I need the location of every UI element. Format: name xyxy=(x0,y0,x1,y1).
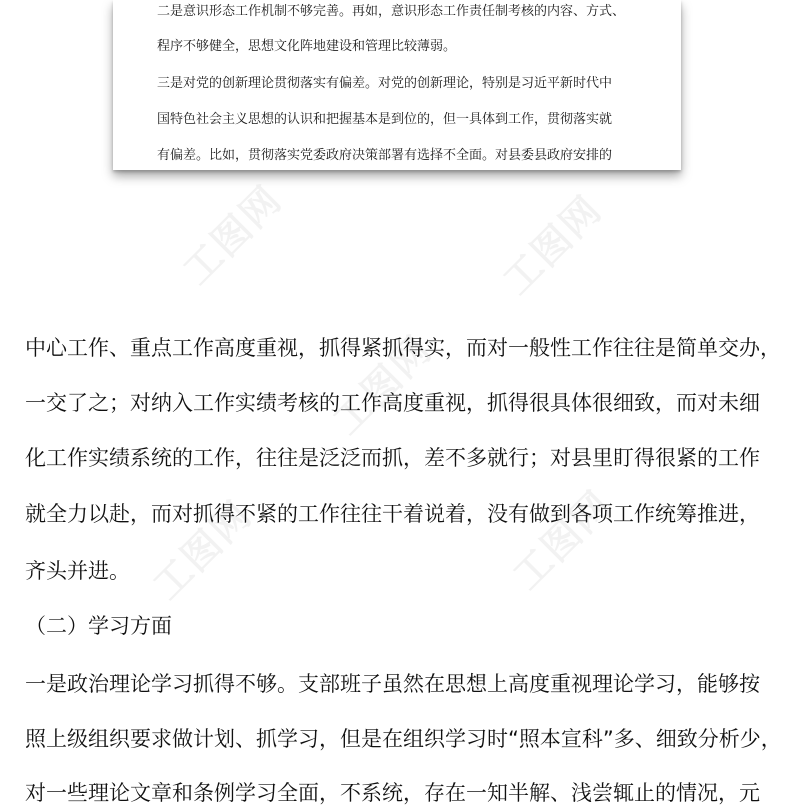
document-preview-card xyxy=(113,0,681,170)
preview-line: 程序不够健全，思想文化阵地建设和管理比较薄弱。 xyxy=(157,39,457,54)
body-paragraph-line: 化工作实绩系统的工作，往往是泛泛而抓，差不多就行；对县里盯得很紧的工作 xyxy=(25,446,760,470)
preview-line: 国特色社会主义思想的认识和把握基本是到位的，但一具体到工作，贯彻落实就 xyxy=(157,112,613,127)
section-heading: （二）学习方面 xyxy=(25,614,172,638)
watermark: 工图网 xyxy=(324,326,441,443)
watermark: 工图网 xyxy=(174,176,291,293)
body-paragraph-line: 一交了之；对纳入工作实绩考核的工作高度重视，抓得很具体很细致，而对未细 xyxy=(25,391,760,415)
body-paragraph-line: 照上级组织要求做计划、抓学习，但是在组织学习时“照本宣科”多、细致分析少， xyxy=(25,727,782,751)
body-paragraph-line: 一是政治理论学习抓得不够。支部班子虽然在思想上高度重视理论学习，能够按 xyxy=(25,672,760,696)
preview-line: 有偏差。比如，贯彻落实党委政府决策部署有选择不全面。对县委县政府安排的 xyxy=(157,148,613,163)
body-paragraph-line: 就全力以赴，而对抓得不紧的工作往往干着说着，没有做到各项工作统筹推进， xyxy=(25,502,760,526)
body-paragraph-line: 对一些理论文章和条例学习全面，不系统，存在一知半解、浅尝辄止的情况，元 xyxy=(25,781,760,805)
watermark: 工图网 xyxy=(504,481,621,598)
watermark: 工图网 xyxy=(144,491,261,608)
preview-line: 三是对党的创新理论贯彻落实有偏差。对党的创新理论，特别是习近平新时代中 xyxy=(157,76,613,91)
body-paragraph-line: 齐头并进。 xyxy=(25,559,130,583)
preview-line: 二是意识形态工作机制不够完善。再如，意识形态工作责任制考核的内容、方式、 xyxy=(157,4,626,19)
watermark: 工图网 xyxy=(494,186,611,303)
body-paragraph-line: 中心工作、重点工作高度重视，抓得紧抓得实，而对一般性工作往往是简单交办， xyxy=(25,336,781,360)
